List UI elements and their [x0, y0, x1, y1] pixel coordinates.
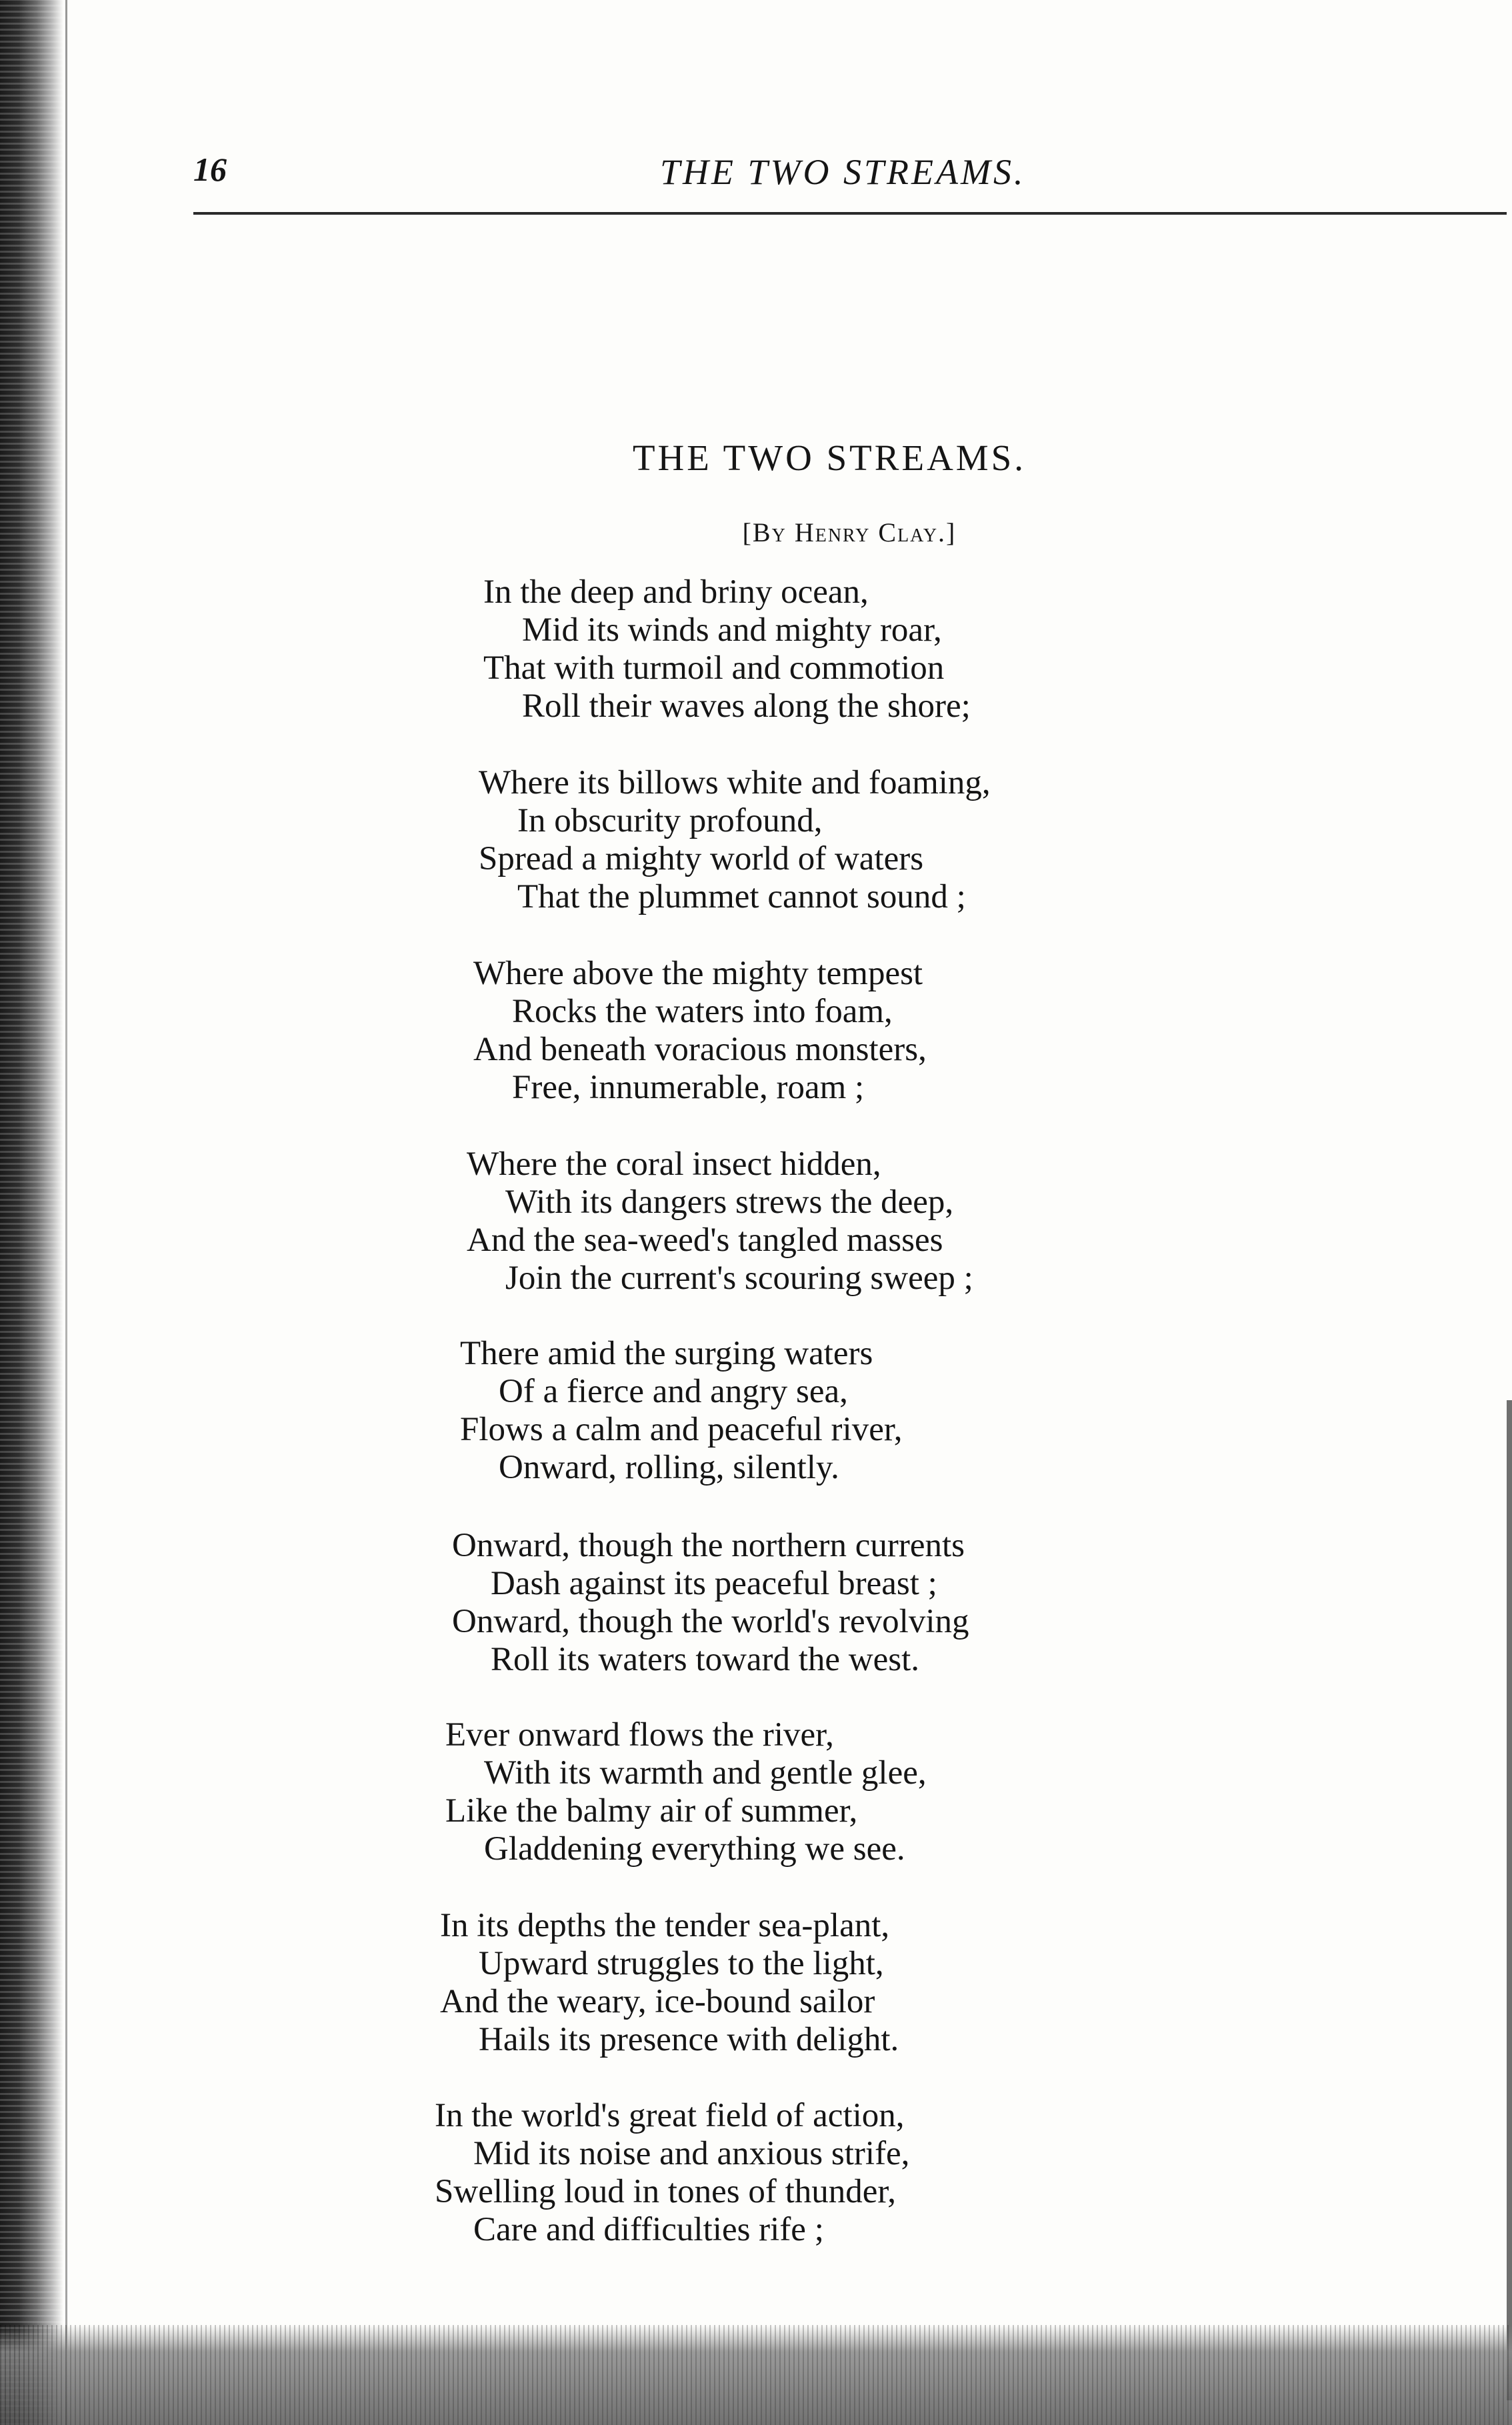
poem-line: Rocks the waters into foam,	[512, 993, 893, 1030]
poem-line: And the weary, ice-bound sailor	[440, 1983, 875, 2020]
poem-line: Ever onward flows the river,	[445, 1716, 834, 1754]
poem-title: THE TWO STREAMS.	[632, 437, 1027, 478]
stanza-7	[445, 1716, 1245, 1876]
stanza-3	[473, 955, 1273, 1115]
stanza-4	[467, 1145, 1267, 1306]
poem-line: Roll their waves along the shore;	[522, 687, 971, 725]
poem-line: With its dangers strews the deep,	[505, 1183, 954, 1221]
poem-line: Roll its waters toward the west.	[491, 1641, 920, 1678]
poem-line: Where the coral insect hidden,	[467, 1145, 881, 1183]
poem-line: Onward, though the world's revolving	[452, 1603, 969, 1640]
poem-line: Care and difficulties rife ;	[473, 2211, 824, 2248]
poem-line: That with turmoil and commotion	[483, 649, 945, 687]
poem-line: In the deep and briny ocean,	[483, 573, 869, 611]
poem-line: Onward, rolling, silently.	[499, 1449, 839, 1486]
poem-byline: [By Henry Clay.]	[742, 517, 957, 547]
poem-line: Mid its noise and anxious strife,	[473, 2135, 910, 2172]
poem-line: In its depths the tender sea-plant,	[440, 1907, 890, 1944]
header-rule	[193, 212, 1507, 215]
stanza-8	[440, 1907, 1240, 2067]
running-title: THE TWO STREAMS.	[660, 152, 1026, 192]
poem-line: Hails its presence with delight.	[479, 2021, 899, 2058]
poem-line: Gladdening everything we see.	[484, 1830, 905, 1868]
stanza-6	[452, 1527, 1252, 1687]
stanza-1	[483, 573, 1283, 733]
poem-line: In obscurity profound,	[517, 802, 823, 839]
book-binding-edge	[0, 0, 63, 2425]
poem-line: Like the balmy air of summer,	[445, 1792, 858, 1830]
poem-line: Free, innumerable, roam ;	[512, 1069, 865, 1106]
poem-line: Swelling loud in tones of thunder,	[435, 2173, 897, 2210]
poem-line: Where above the mighty tempest	[473, 955, 923, 992]
poem-line: With its warmth and gentle glee,	[484, 1754, 927, 1792]
stanza-5	[460, 1335, 1260, 1495]
scanned-bottom-edge	[0, 2325, 1512, 2425]
poem-line: Upward struggles to the light,	[479, 1945, 884, 1982]
poem-line: Where its billows white and foaming,	[479, 764, 991, 801]
poem-line: That the plummet cannot sound ;	[517, 878, 966, 915]
poem-line: Join the current's scouring sweep ;	[505, 1260, 973, 1297]
page-number: 16	[193, 151, 227, 188]
poem-line: And beneath voracious monsters,	[473, 1031, 927, 1068]
poem-line: Onward, though the northern currents	[452, 1527, 965, 1564]
poem-line: Spread a mighty world of waters	[479, 840, 924, 877]
stanza-2	[479, 764, 1279, 924]
binding-shadow-line	[65, 0, 67, 2425]
poem-line: There amid the surging waters	[460, 1335, 873, 1372]
poem-line: Flows a calm and peaceful river,	[460, 1411, 903, 1448]
poem-line: Of a fierce and angry sea,	[499, 1373, 848, 1410]
running-head	[193, 150, 1407, 203]
poem-line: Mid its winds and mighty roar,	[522, 611, 942, 649]
poem-line: Dash against its peaceful breast ;	[491, 1565, 937, 1602]
poem-line: And the sea-weed's tangled masses	[467, 1222, 943, 1259]
page-right-edge	[1507, 1400, 1512, 2400]
poem-line: In the world's great field of action,	[435, 2097, 905, 2134]
stanza-9	[435, 2097, 1235, 2257]
